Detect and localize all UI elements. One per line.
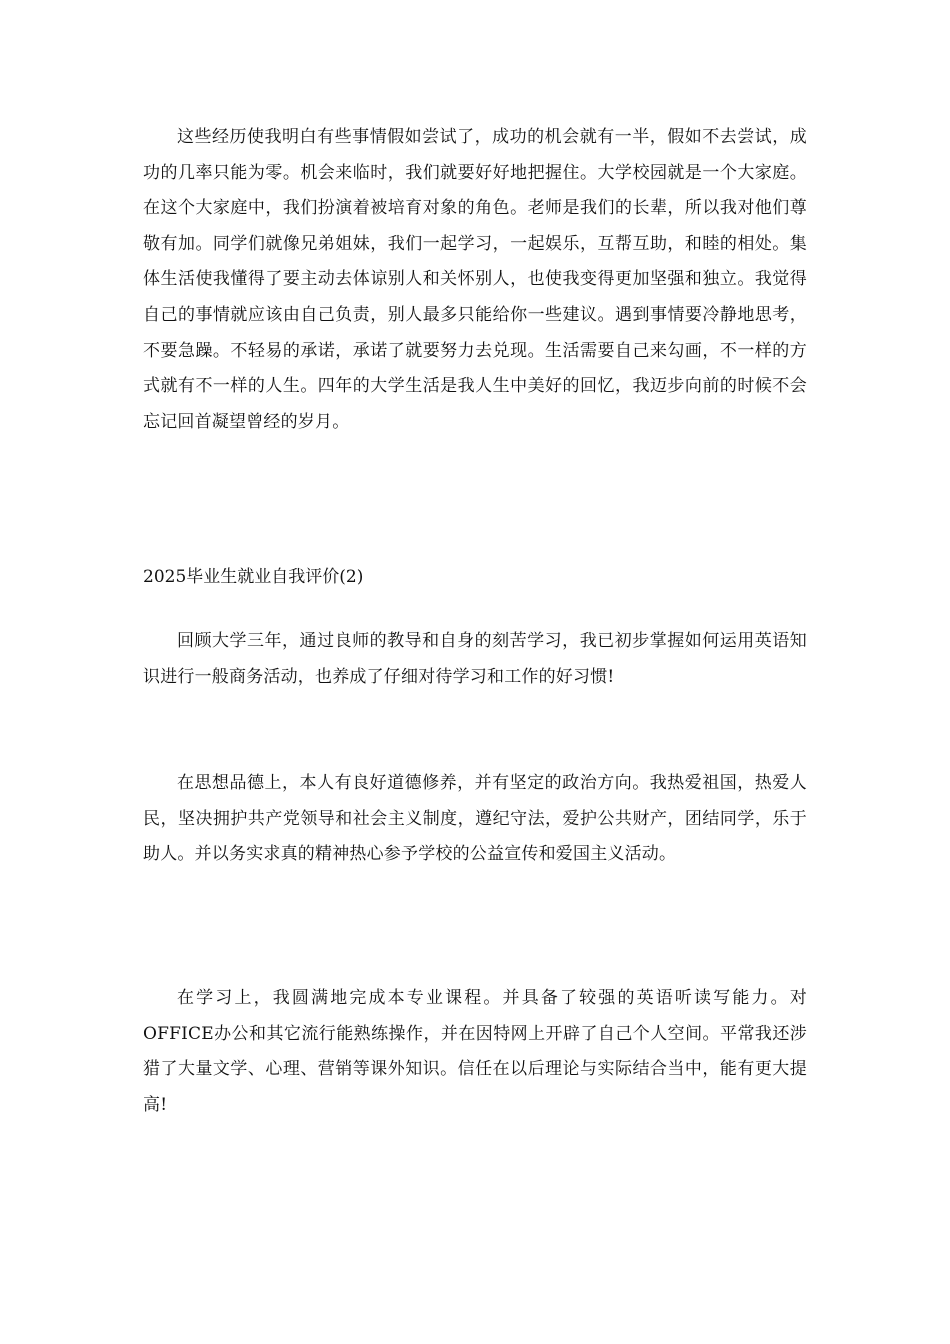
paragraph-moral-character [143,766,807,873]
paragraph-review [143,624,807,695]
paragraph-text: 在思想品德上，本人有良好道德修养，并有坚定的政治方向。我热爱祖国，热爱人民，坚决拥护共产党领导和社会主义制度，遵纪守法，爱护公共财产，团结同学，乐于助人。并以务实求真的精神热心参予学校的公益宣传和爱国主义活动。 [143,773,807,865]
paragraph-university-life [143,120,807,440]
paragraph-text: 这些经历使我明白有些事情假如尝试了，成功的机会就有一半，假如不去尝试，成功的几率只能为零。机会来临时，我们就要好好地把握住。大学校园就是一个大家庭。在这个大家庭中，我们扮演着被培育对象的角色。老师是我们的长辈，所以我对他们尊敬有加。同学们就像兄弟姐妹，我们一起学习，一起娱乐，互帮互助，和睦的相处。集体生活使我懂得了要主动去体谅别人和关怀别人，也使我变得更加坚强和独立。我觉得自己的事情就应该由自己负责，别人最多只能给你一些建议。遇到事情要冷静地思考，不要急躁。不轻易的承诺，承诺了就要努力去兑现。生活需要自己来勾画，不一样的方式就有不一样的人生。四年的大学生活是我人生中美好的回忆，我迈步向前的时候不会忘记回首凝望曾经的岁月。 [143,127,807,432]
paragraph-text: 在学习上，我圆满地完成本专业课程。并具备了较强的英语听读写能力。对OFFICE办公和其它流行能熟练操作，并在因特网上开辟了自己个人空间。平常我还涉猎了大量文学、心理、营销等课外知识。信任在以后理论与实际结合当中，能有更大提高! [143,988,807,1115]
section-heading: 2025毕业生就业自我评价(2) [143,567,364,587]
paragraph-text: 回顾大学三年，通过良师的教导和自身的刻苦学习，我已初步掌握如何运用英语知识进行一般商务活动，也养成了仔细对待学习和工作的好习惯! [143,631,807,687]
paragraph-study [143,981,807,1123]
